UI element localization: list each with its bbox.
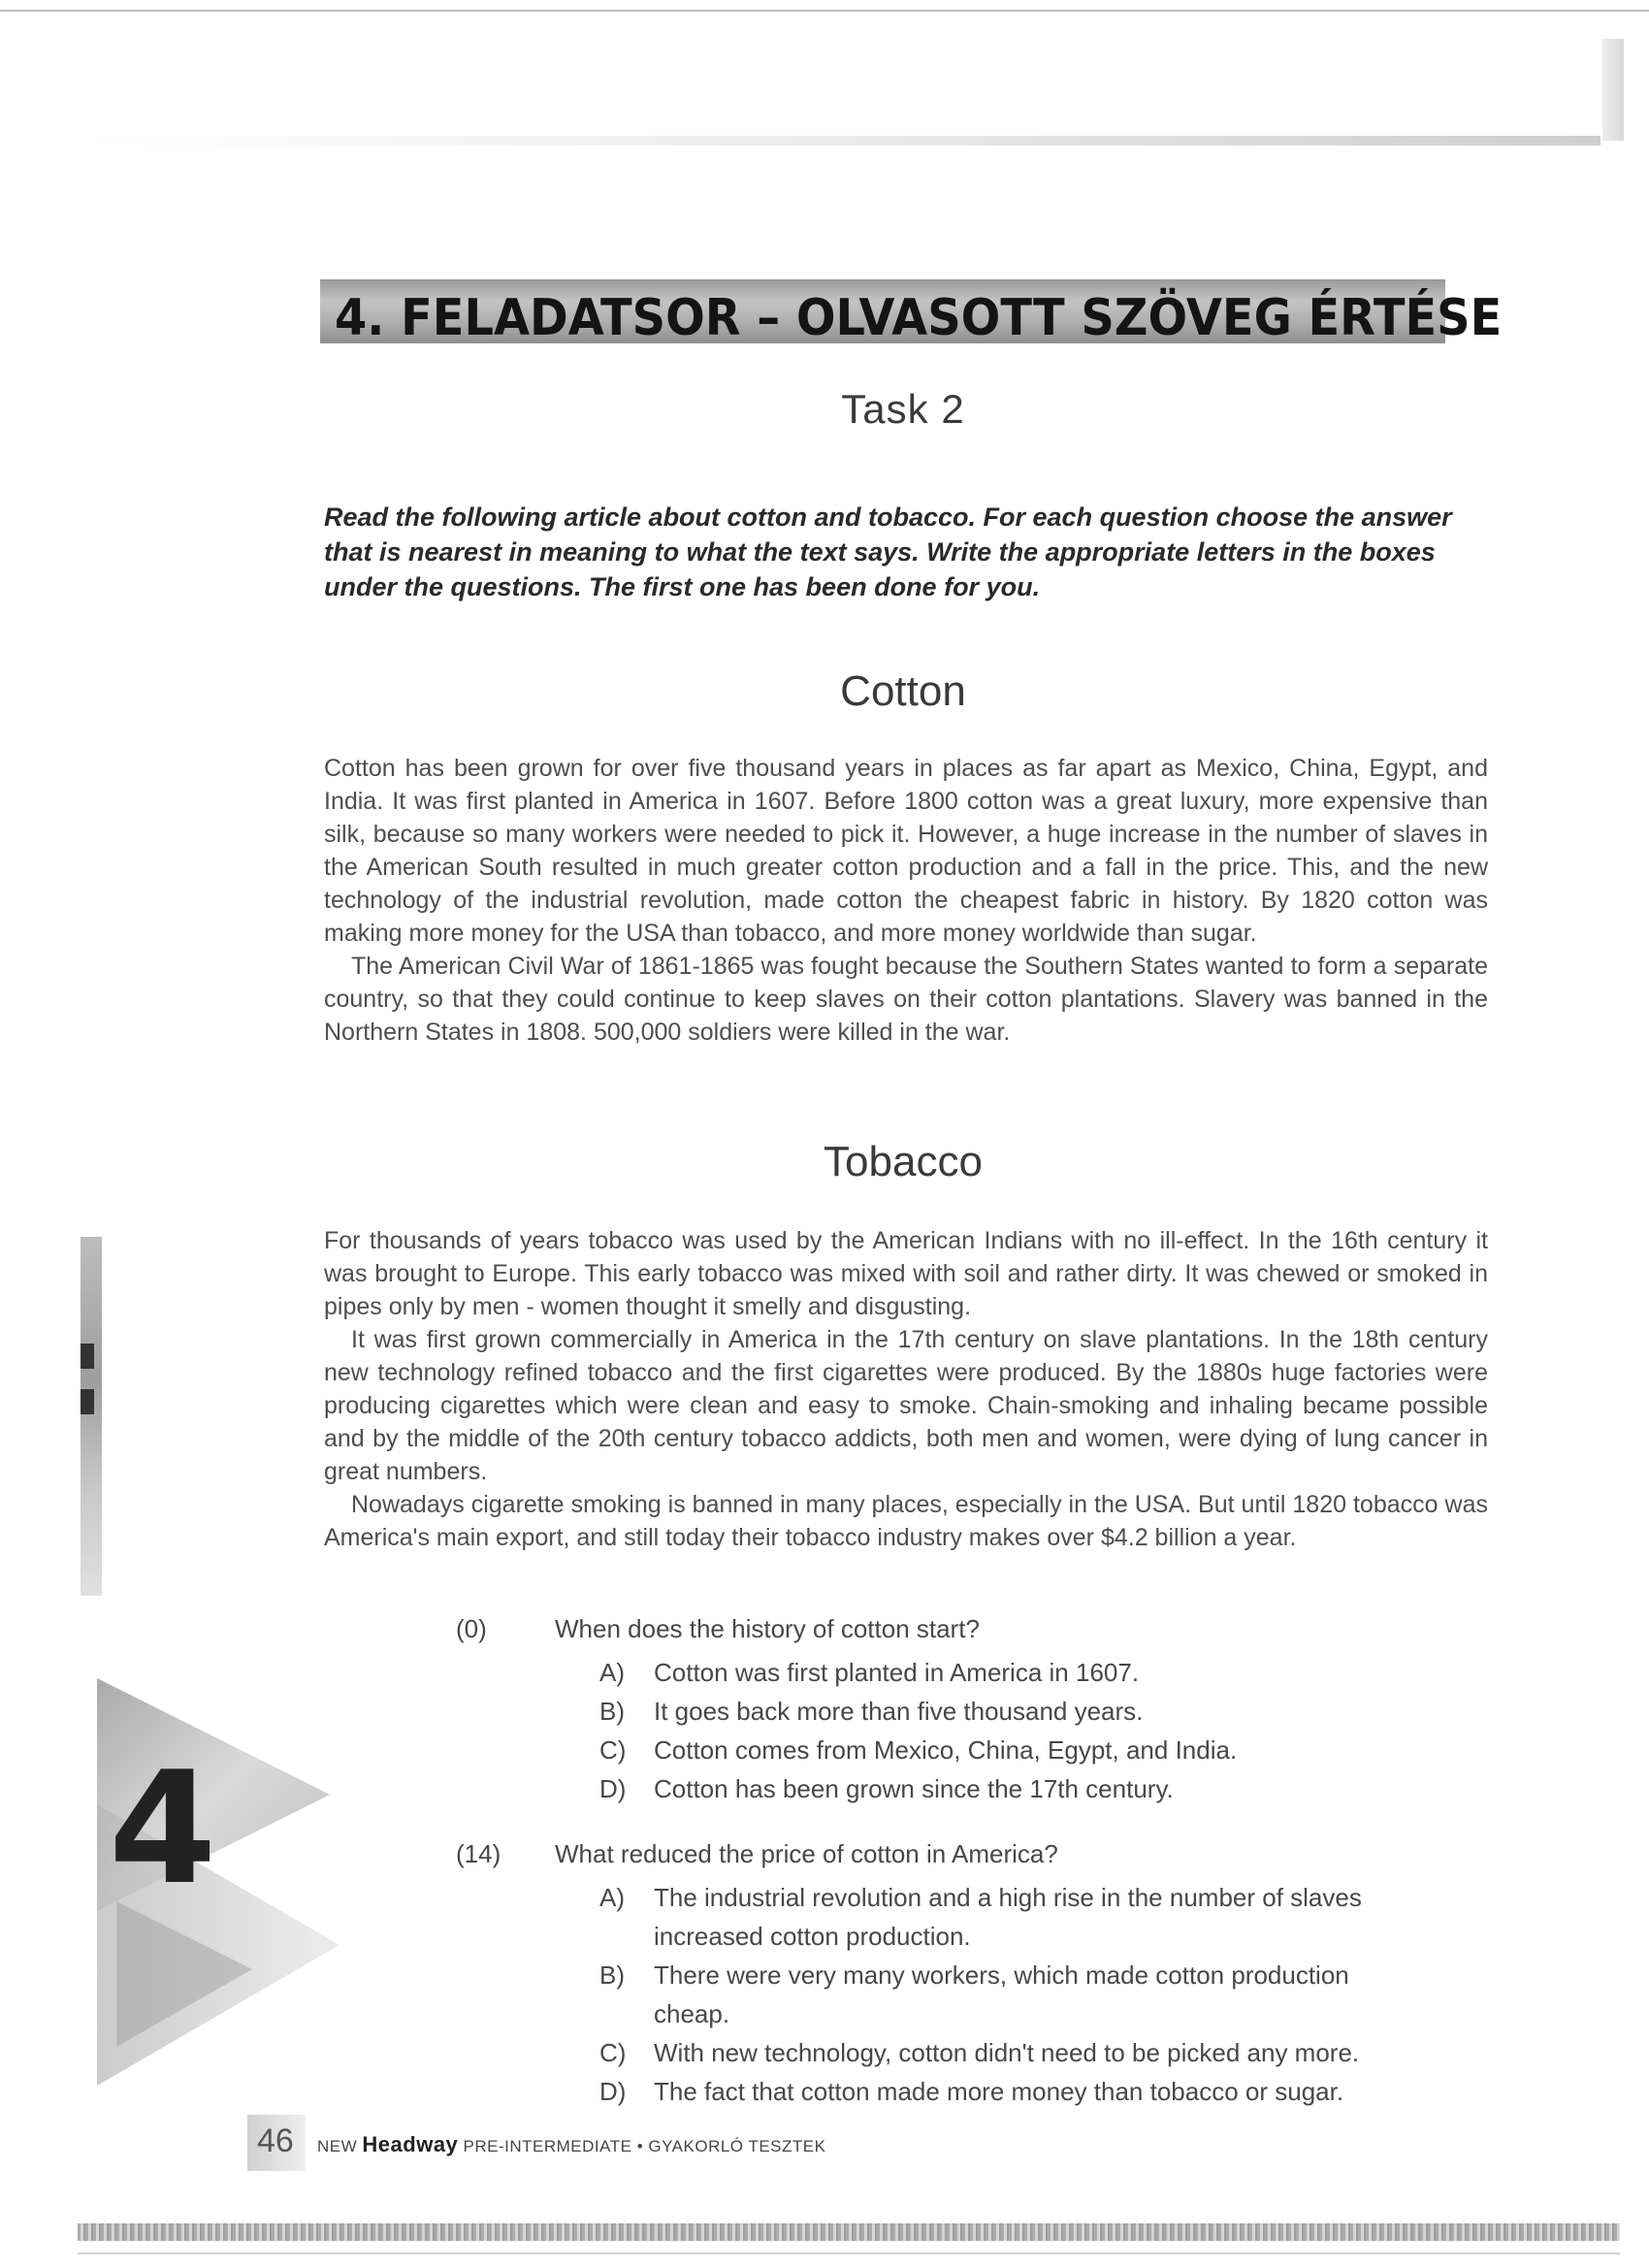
scan-bottom-strip	[78, 2223, 1620, 2241]
footer-brand-prefix: NEW	[317, 2137, 358, 2155]
chapter-number: 4	[109, 1737, 217, 1919]
option-letter: C)	[599, 1735, 627, 1765]
footer-separator: •	[636, 2137, 644, 2155]
tobacco-paragraph-1: For thousands of years tobacco was used by the American Indians with no ill-effect. In the 16th century it was brought to Europe. This early tobacco was mixed with soil and rather dirty. It was chewed or smoked in pipes only by men - women thought it smelly and disgusting.	[324, 1227, 1488, 1320]
footer-series-name: GYAKORLÓ TESZTEK	[648, 2137, 826, 2155]
cotton-article	[324, 752, 1488, 1049]
section-banner-title: 4. FELADATSOR – OLVASOTT SZÖVEG ÉRTÉSE	[335, 289, 1503, 347]
footer-series	[317, 2132, 825, 2157]
tobacco-paragraph-3: Nowadays cigarette smoking is banned in many places, especially in the USA. But until 1820 tobacco was America's main export, and still today their tobacco industry makes over $4.2 billion a year.	[324, 1491, 1488, 1551]
option-text: It goes back more than five thousand years.	[654, 1697, 1144, 1726]
option-text: There were very many workers, which made cotton production cheap.	[654, 1960, 1349, 2028]
question-number: (14)	[456, 1839, 501, 1868]
footer-level: PRE-INTERMEDIATE	[463, 2137, 632, 2155]
page-number: 46	[257, 2122, 294, 2159]
question-number: (0)	[456, 1614, 487, 1643]
option-text: Cotton was first planted in America in 1607.	[654, 1658, 1140, 1687]
option-text: With new technology, cotton didn't need to be picked any more.	[654, 2038, 1360, 2067]
option-letter: D)	[599, 2077, 627, 2106]
option-letter: A)	[599, 1883, 625, 1912]
scan-faint-band	[87, 136, 1600, 146]
left-strip-mark	[81, 1344, 94, 1369]
cotton-heading: Cotton	[840, 667, 966, 715]
question-text: When does the history of cotton start?	[555, 1614, 980, 1643]
scan-bottom-line	[78, 2252, 1620, 2254]
option-letter: C)	[599, 2038, 627, 2067]
option-letter: A)	[599, 1658, 625, 1687]
option-letter: D)	[599, 1774, 627, 1803]
tobacco-heading: Tobacco	[824, 1138, 983, 1185]
tobacco-article	[324, 1224, 1488, 1554]
option-letter: B)	[599, 1697, 625, 1726]
cotton-paragraph-1: Cotton has been grown for over five thousand years in places as far apart as Mexico, China, Egypt, and India. It was first planted in America in 1607. Before 1800 cotton was a great luxury, more expensive than silk, because so many workers were needed to pick it. However, a huge increase in the number of slaves in the American South resulted in much greater cotton production and a fall in the price. This, and the new technology of the industrial revolution, made cotton the cheapest fabric in history. By 1820 cotton was making more money for the USA than tobacco, and more money worldwide than sugar.	[324, 755, 1488, 947]
option-text: The fact that cotton made more money than tobacco or sugar.	[654, 2077, 1344, 2106]
option-text: The industrial revolution and a high rise in the number of slaves increased cotton production.	[654, 1883, 1362, 1951]
cotton-paragraph-2: The American Civil War of 1861-1865 was fought because the Southern States wanted to form a separate country, so that they could continue to keep slaves on their cotton plantations. Slavery was banned in the Northern States in 1808. 500,000 soldiers were killed in the war.	[324, 953, 1488, 1046]
left-strip-mark	[81, 1389, 94, 1414]
option-text: Cotton comes from Mexico, China, Egypt, and India.	[654, 1735, 1238, 1765]
tobacco-paragraph-2: It was first grown commercially in America in the 17th century on slave plantations. In the 18th century new technology refined tobacco and the first cigarettes were produced. By the 1880s huge factories were producing cigarettes which were clean and easy to smoke. Chain-smoking and inhaling became possible and by the middle of the 20th century tobacco addicts, both men and women, were dying of lung cancer in great numbers.	[324, 1326, 1488, 1485]
instructions: Read the following article about cotton and tobacco. For each question choose the answer that is nearest in meaning to what the text says. Write the appropriate letters in the boxes under the questions. The first one has been done for you.	[324, 502, 1452, 601]
footer-brand: Headway	[362, 2132, 459, 2156]
task-title: Task 2	[841, 386, 965, 432]
question-text: What reduced the price of cotton in America?	[555, 1839, 1058, 1868]
left-decorative-strip	[81, 1237, 102, 1596]
scan-edge-shadow	[1602, 39, 1624, 141]
scan-top-line	[0, 10, 1649, 12]
option-letter: B)	[599, 1960, 625, 1990]
option-text: Cotton has been grown since the 17th century.	[654, 1774, 1174, 1803]
page-footer	[247, 2115, 926, 2173]
